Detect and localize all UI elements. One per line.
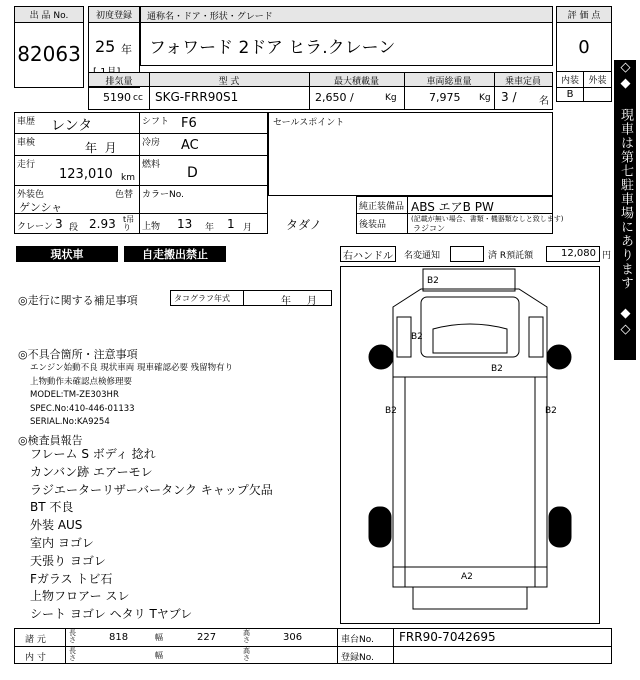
parking-location-banner: [614, 60, 636, 360]
width-value: 227: [197, 632, 217, 643]
lot-number-label: 出 品 No.: [15, 7, 83, 23]
mark-bottom: A2: [461, 572, 473, 582]
exterior-grade-label: 外装: [584, 71, 611, 87]
dimensions-table: [14, 628, 612, 664]
fuel: D: [187, 165, 198, 181]
details-grid: [14, 112, 268, 234]
upper-maker: タダノ: [286, 218, 322, 232]
capacity: 3 /: [501, 90, 517, 104]
capacity-unit: 名: [539, 96, 549, 107]
parking-location-text: ◇◆ 現車は第七駐車場にあります ◆◇: [618, 60, 633, 338]
model-code-label: 型 式: [218, 76, 240, 87]
inspector-line: ラジエーターリザーバータンク キャップ欠品: [30, 482, 273, 497]
score-box: [556, 6, 612, 102]
length-value: 818: [109, 632, 129, 643]
equipment-label: 純正装備品: [359, 202, 405, 212]
crane-stage: 3: [55, 217, 63, 231]
recycle-unit: 円: [602, 251, 612, 261]
interior-grade-label: 内装: [557, 71, 584, 87]
width-label-2: 幅: [155, 651, 163, 660]
sales-point-box: [268, 112, 553, 196]
chassis-label: 車台No.: [341, 635, 374, 645]
displacement-label: 排気量: [105, 76, 133, 87]
defect-line: エンジン始動不良 現状車両 現車確認必要 残留物有り: [30, 363, 234, 373]
defects-label: ◎不具合箇所・注意事項: [18, 348, 138, 361]
tachograph-box: [170, 290, 332, 306]
defect-line: SERIAL.No:KA9254: [30, 417, 110, 427]
ac: AC: [181, 138, 199, 153]
inspector-line: カンバン跡 エアーモレ: [30, 464, 153, 479]
upper-year: 13: [177, 217, 193, 231]
inspector-line: 天張り ヨゴレ: [30, 553, 106, 568]
mark-side-left: B2: [385, 406, 397, 416]
mileage-label: 走行: [17, 160, 36, 170]
exterior-grade: [584, 87, 611, 101]
fuel-label: 燃料: [142, 160, 161, 170]
displacement-unit: cc: [133, 93, 143, 103]
registration-year-unit: 年: [121, 43, 132, 56]
inspector-report-list: [30, 446, 273, 624]
lot-number: 82063: [17, 42, 81, 66]
interior-dim-label: 内 寸: [25, 653, 46, 663]
length-label-2: 長さ: [69, 647, 76, 662]
mark-side-right: B2: [545, 406, 557, 416]
model-box: [140, 6, 553, 66]
mark-cab-left: B2: [411, 332, 423, 342]
upper-month-unit: 月: [243, 223, 253, 233]
upper-month: 1: [227, 217, 235, 231]
self-drive-prohibited-badge: 自走搬出禁止: [124, 246, 226, 262]
sales-point-label: セールスポイント: [273, 118, 345, 128]
registration-year: 25: [95, 37, 116, 56]
lot-number-box: [14, 6, 84, 88]
inspection-label: 車検: [17, 138, 36, 148]
color-code-label: カラーNo.: [142, 190, 184, 200]
gross-weight-unit: Kg: [479, 93, 491, 103]
name-change-label: 名変通知: [404, 251, 441, 261]
mark-top: B2: [427, 276, 439, 286]
aftermarket-label: 後装品: [359, 220, 387, 230]
defect-line: 上物動作未確認点検修理要: [30, 376, 133, 387]
recycle-amount: 12,080: [546, 246, 600, 262]
specs-label: 諸 元: [25, 635, 46, 645]
aftermarket-note: (記載が無い場合、書類・機器類なしと致します): [411, 215, 564, 223]
interior-grade: B: [557, 87, 584, 101]
mark-cab-right: B2: [491, 364, 503, 374]
height-label: 高さ: [243, 629, 250, 644]
as-is-badge: 現状車: [16, 246, 118, 262]
model-name: フォワード 2ドア ヒラ.クレーン: [149, 38, 396, 58]
inspector-line: Fガラス トビ石: [30, 571, 113, 586]
gross-weight: 7,975: [429, 91, 461, 104]
inspection: 年 月: [85, 141, 117, 155]
history: レンタ: [51, 118, 93, 134]
model-code: SKG-FRR90S1: [155, 90, 239, 104]
crane-label: クレーン: [17, 222, 53, 232]
length-label: 長さ: [69, 629, 76, 644]
score-value: 0: [578, 36, 590, 58]
history-label: 車歴: [17, 117, 36, 127]
height-label-2: 高さ: [243, 647, 250, 662]
name-change-box: [450, 246, 484, 262]
inspector-line: 室内 ヨゴレ: [30, 535, 94, 550]
defect-line: MODEL:TM-ZE303HR: [30, 390, 119, 400]
max-load: 2,650 /: [315, 91, 354, 104]
mileage: 123,010: [59, 167, 113, 182]
ext-color: ゲンシャ: [19, 201, 63, 214]
steering-box: 右ハンドル: [340, 246, 396, 262]
tachograph-value: 年 月: [281, 296, 317, 307]
first-registration-label: 初度登録: [89, 7, 139, 23]
ac-label: 冷房: [142, 138, 161, 148]
crane-lift-unit: t吊り: [123, 215, 135, 232]
score-label: 評 価 点: [557, 7, 611, 23]
shift: F6: [181, 116, 197, 131]
tachograph-label: タコグラフ年式: [174, 294, 230, 303]
specs-row: [88, 72, 553, 110]
inspector-line: シート ヨゴレ ヘタリ Tヤブレ: [30, 607, 193, 622]
color-change-label: 色替: [115, 190, 134, 200]
inspector-line: BT 不良: [30, 500, 74, 515]
defect-list: [30, 362, 233, 430]
ext-color-label: 外装色: [17, 190, 45, 200]
vehicle-diagram-frame: [340, 266, 600, 624]
inspector-report-label: ◎検査員報告: [18, 434, 83, 447]
recycle-label: 済 R預託額: [488, 251, 534, 261]
equipment-box: [356, 196, 564, 234]
max-load-label: 最大積載量: [333, 76, 379, 87]
crane-stage-unit: 段: [69, 223, 79, 233]
mileage-notes-label: ◎走行に関する補足事項: [18, 294, 138, 307]
shift-label: シフト: [142, 117, 170, 127]
capacity-label: 乗車定員: [504, 76, 541, 87]
equipment: ABS エアB PW: [411, 200, 494, 214]
mileage-unit: km: [121, 173, 135, 183]
defect-line: SPEC.No:410-446-01133: [30, 403, 135, 414]
max-load-unit: Kg: [385, 93, 397, 103]
displacement: 5190: [103, 91, 131, 104]
upper-label: 上物: [142, 222, 161, 232]
chassis-number: FRR90-7042695: [399, 630, 496, 644]
upper-year-unit: 年: [205, 223, 215, 233]
gross-weight-label: 車両総重量: [426, 76, 472, 87]
model-label: 通称名・ドア・形状・グレード: [141, 7, 552, 23]
aftermarket: ラジコン: [413, 224, 445, 233]
height-value: 306: [283, 632, 303, 643]
inspector-line: 上物フロアー スレ: [30, 589, 130, 604]
width-label: 幅: [155, 633, 163, 642]
inspector-line: 外装 AUS: [30, 518, 83, 533]
registration-no-label: 登録No.: [341, 653, 374, 663]
truck-diagram: [341, 267, 599, 623]
inspector-line: フレーム S ボディ 捻れ: [30, 447, 156, 461]
crane-lift: 2.93: [89, 217, 116, 231]
